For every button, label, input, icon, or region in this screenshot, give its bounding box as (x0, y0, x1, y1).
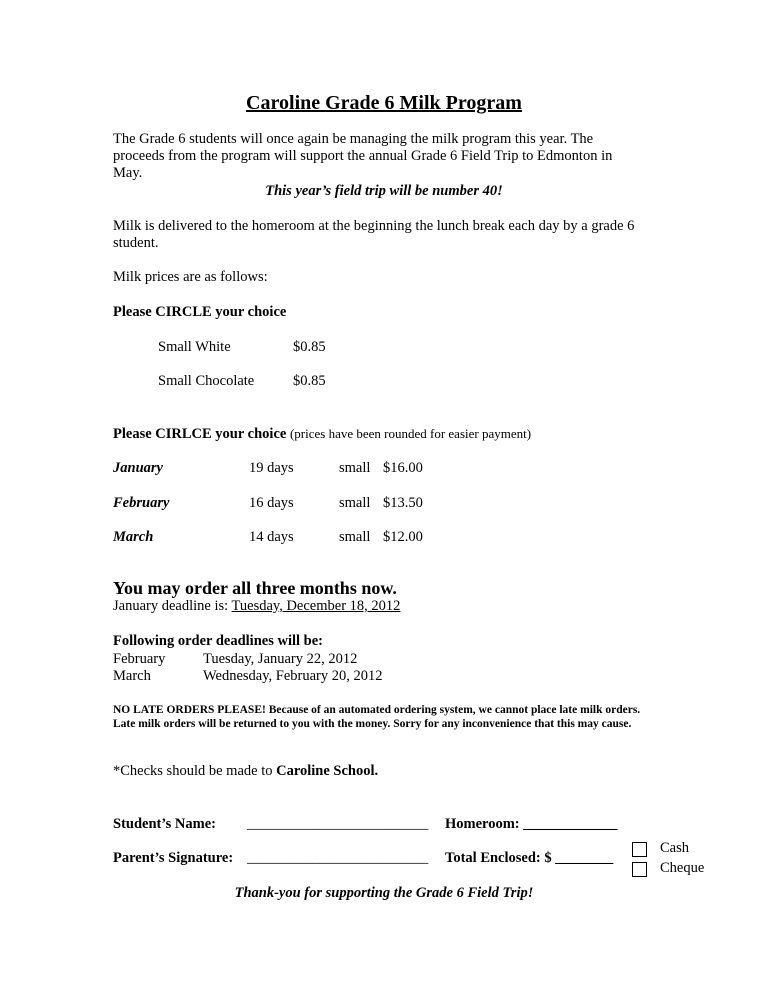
choice2-note: (prices have been rounded for easier payment) (289, 426, 532, 441)
page-title: Caroline Grade 6 Milk Program (246, 92, 522, 114)
late-orders-notice: NO LATE ORDERS PLEASE! Because of an automated ordering system, we cannot place late milk orders. Late milk orders will be returned to you with the money. Sorry for any inconvenience that this may cause. (113, 704, 641, 730)
cheque-label: Cheque (660, 860, 705, 876)
month-days: 14 days (249, 529, 294, 545)
jan-deadline-label: January deadline is: (113, 598, 232, 614)
order-all-heading: You may order all three months now. (113, 578, 397, 598)
deadline-month: February (113, 651, 166, 667)
milk-option-name[interactable]: Small Chocolate (158, 373, 255, 389)
month-name[interactable]: January (113, 460, 163, 476)
month-price: $13.50 (383, 495, 423, 511)
month-days: 19 days (249, 460, 294, 476)
student-name-label: Student’s Name: (113, 816, 216, 832)
month-days: 16 days (249, 495, 294, 511)
deadline-date: Tuesday, January 22, 2012 (203, 651, 358, 667)
cheque-checkbox[interactable] (632, 862, 647, 877)
checks-prefix: *Checks should be made to (113, 763, 277, 779)
milk-option-name[interactable]: Small White (158, 339, 231, 355)
month-size: small (339, 529, 371, 545)
parent-signature-label: Parent’s Signature: (113, 850, 234, 866)
total-enclosed-field[interactable]: Total Enclosed: $ ________ (445, 850, 614, 866)
jan-deadline (113, 598, 400, 615)
month-price: $16.00 (383, 460, 423, 476)
student-name-field[interactable]: _________________________ (247, 816, 429, 832)
parent-signature-field[interactable]: _________________________ (247, 850, 429, 866)
jan-deadline-date: Tuesday, December 18, 2012 (231, 598, 401, 614)
thanks-message: Thank-you for supporting the Grade 6 Field Trip! (234, 885, 534, 901)
choice1-label: Please CIRCLE your choice (113, 304, 287, 320)
month-size: small (339, 460, 371, 476)
checks-payee: Caroline School. (276, 763, 379, 779)
intro-paragraph: The Grade 6 students will once again be managing the milk program this year. The proceeds from the program will support the annual Grade 6 Field Trip to Edmonton in May. (113, 131, 613, 181)
homeroom-field[interactable]: Homeroom: _____________ (445, 816, 618, 832)
prices-intro: Milk prices are as follows: (113, 269, 268, 285)
checks-line (113, 763, 378, 780)
field-trip-number: This year’s field trip will be number 40! (265, 183, 503, 199)
delivery-paragraph: Milk is delivered to the homeroom at the beginning the lunch break each day by a grade 6 student. (113, 218, 635, 251)
deadline-month: March (113, 668, 151, 684)
cash-label: Cash (660, 840, 689, 856)
month-size: small (339, 495, 371, 511)
choice2-label: Please CIRLCE your choice (113, 426, 287, 442)
cash-checkbox[interactable] (632, 842, 647, 857)
month-price: $12.00 (383, 529, 423, 545)
deadline-date: Wednesday, February 20, 2012 (203, 668, 383, 684)
month-name[interactable]: March (113, 529, 154, 545)
choice2-heading (113, 426, 531, 443)
milk-option-price: $0.85 (293, 339, 326, 355)
month-name[interactable]: February (113, 495, 170, 511)
milk-option-price: $0.85 (293, 373, 326, 389)
following-deadlines-label: Following order deadlines will be: (113, 633, 323, 649)
